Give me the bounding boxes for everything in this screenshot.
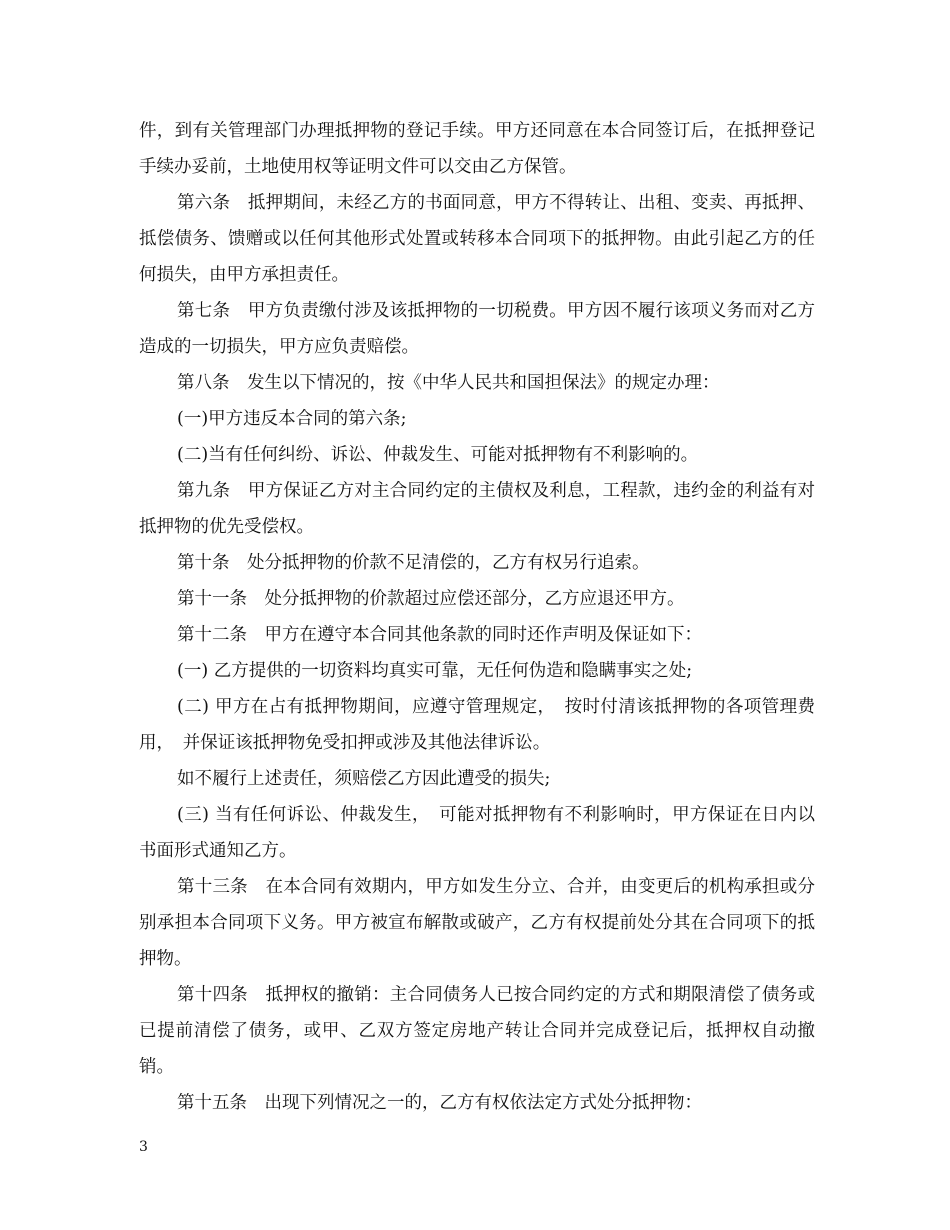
article-11-paragraph: 第十一条 处分抵押物的价款超过应偿还部分，乙方应退还甲方。 xyxy=(177,589,685,609)
article-7-paragraph: 第七条 甲方负责缴付涉及该抵押物的一切税费。甲方因不履行该项义务而对乙方造成的一切损失，甲方应负责赔偿。 xyxy=(139,301,815,357)
page-number: 3 xyxy=(139,1139,148,1155)
article-10-paragraph: 第十条 处分抵押物的价款不足清偿的，乙方有权另行追索。 xyxy=(177,553,650,573)
article-9-paragraph: 第九条 甲方保证乙方对主合同约定的主债权及利息，工程款，违约金的利益有对抵押物的优先受偿权。 xyxy=(139,481,815,537)
article-14-paragraph: 第十四条 抵押权的撤销：主合同债务人已按合同约定的方式和期限清偿了债务或已提前清偿了债务，或甲、乙双方签定房地产转让合同并完成登记后，抵押权自动撤销。 xyxy=(139,985,815,1077)
article-8-item-1: (一)甲方违反本合同的第六条; xyxy=(177,409,407,429)
article-13-paragraph: 第十三条 在本合同有效期内，甲方如发生分立、合并，由变更后的机构承担或分别承担本合同项下义务。甲方被宣布解散或破产，乙方有权提前处分其在合同项下的抵押物。 xyxy=(139,877,815,969)
document-page xyxy=(139,113,815,1121)
article-12-item-2: (二) 甲方在占有抵押物期间，应遵守管理规定， 按时付清该抵押物的各项管理费用， 并保证该抵押物免受扣押或涉及其他法律诉讼。 xyxy=(139,697,815,753)
article-15-paragraph: 第十五条 出现下列情况之一的，乙方有权依法定方式处分抵押物： xyxy=(177,1093,702,1113)
article-12-item-1: (一) 乙方提供的一切资料均真实可靠，无任何伪造和隐瞒事实之处; xyxy=(177,661,693,681)
article-8-paragraph: 第八条 发生以下情况的，按《中华人民共和国担保法》的规定办理： xyxy=(177,373,720,393)
paragraph-continuation: 件，到有关管理部门办理抵押物的登记手续。甲方还同意在本合同签订后，在抵押登记手续办妥前，土地使用权等证明文件可以交由乙方保管。 xyxy=(139,121,815,177)
article-12-note: 如不履行上述责任，须赔偿乙方因此遭受的损失; xyxy=(177,769,551,789)
article-12-paragraph: 第十二条 甲方在遵守本合同其他条款的同时还作声明及保证如下： xyxy=(177,625,702,645)
article-12-item-3: (三) 当有任何诉讼、仲裁发生， 可能对抵押物有不利影响时，甲方保证在日内以书面形式通知乙方。 xyxy=(139,805,815,861)
article-6-paragraph: 第六条 抵押期间，未经乙方的书面同意，甲方不得转让、出租、变卖、再抵押、抵偿债务、馈赠或以任何其他形式处置或转移本合同项下的抵押物。由此引起乙方的任何损失，由甲方承担责任。 xyxy=(139,193,815,285)
article-8-item-2: (二)当有任何纠纷、诉讼、仲裁发生、可能对抵押物有不利影响的。 xyxy=(177,445,699,465)
